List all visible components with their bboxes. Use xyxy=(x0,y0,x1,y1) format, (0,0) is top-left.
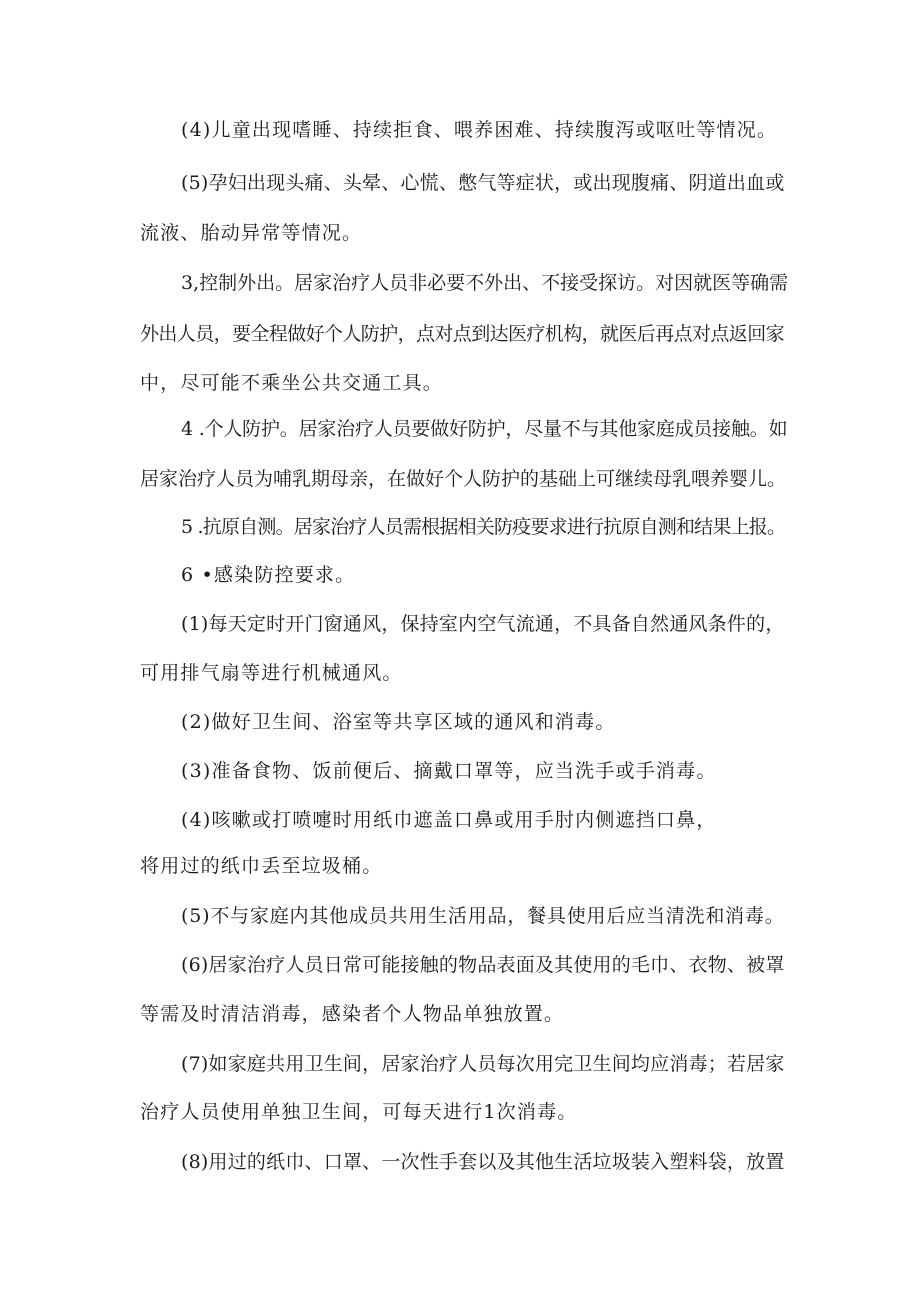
text-line: 将用过的纸巾丢至垃圾桶。 xyxy=(140,855,383,877)
text-line: 等需及时清洁消毒，感染者个人物品单独放置。 xyxy=(140,1003,565,1025)
text-line: (8)用过的纸巾、口罩、一次性手套以及其他生活垃圾装入塑料袋，放置 xyxy=(181,1151,785,1173)
text-line: 中，尽可能不乘坐公共交通工具。 xyxy=(140,372,444,394)
text-line: 外出人员，要全程做好个人防护，点对点到达医疗机构，就医后再点对点返回家 xyxy=(140,323,785,345)
text-line: 6 •感染防控要求。 xyxy=(181,564,356,586)
text-line: (5)不与家庭内其他成员共用生活用品，餐具使用后应当清洗和消毒。 xyxy=(181,905,785,927)
text-line: 5 .抗原自测。居家治疗人员需根据相关防疫要求进行抗原自测和结果上报。 xyxy=(181,516,786,538)
text-line: 居家治疗人员为哺乳期母亲，在做好个人防护的基础上可继续母乳喂养婴儿。 xyxy=(140,468,787,490)
text-line: (4)儿童出现嗜睡、持续拒食、喂养困难、持续腹泻或呕吐等情况。 xyxy=(181,119,778,141)
text-line: (5)孕妇出现头痛、头晕、心慌、憋气等症状，或出现腹痛、阴道出血或 xyxy=(181,172,785,194)
text-line: (4)咳嗽或打喷嚏时用纸巾遮盖口鼻或用手肘内侧遮挡口鼻， xyxy=(181,809,717,831)
text-line: (3)准备食物、饭前便后、摘戴口罩等，应当洗手或手消毒。 xyxy=(181,760,717,782)
text-line: (6)居家治疗人员日常可能接触的物品表面及其使用的毛巾、衣物、被罩 xyxy=(181,954,785,976)
text-line: (1)每天定时开门窗通风，保持室内空气流通，不具备自然通风条件的， xyxy=(181,613,785,635)
text-line: (7)如家庭共用卫生间，居家治疗人员每次用完卫生间均应消毒；若居家 xyxy=(181,1053,785,1075)
text-line: (2)做好卫生间、浴室等共享区域的通风和消毒。 xyxy=(181,711,616,733)
text-line: 3,控制外出。居家治疗人员非必要不外出、不接受探访。对因就医等确需 xyxy=(181,272,789,294)
text-line: 治疗人员使用单独卫生间，可每天进行1次消毒。 xyxy=(140,1101,578,1123)
text-line: 可用排气扇等进行机械通风。 xyxy=(140,662,403,684)
text-line: 流液、胎动异常等情况。 xyxy=(140,222,363,244)
text-line: 4 .个人防护。居家治疗人员要做好防护，尽量不与其他家庭成员接触。如 xyxy=(181,418,788,440)
